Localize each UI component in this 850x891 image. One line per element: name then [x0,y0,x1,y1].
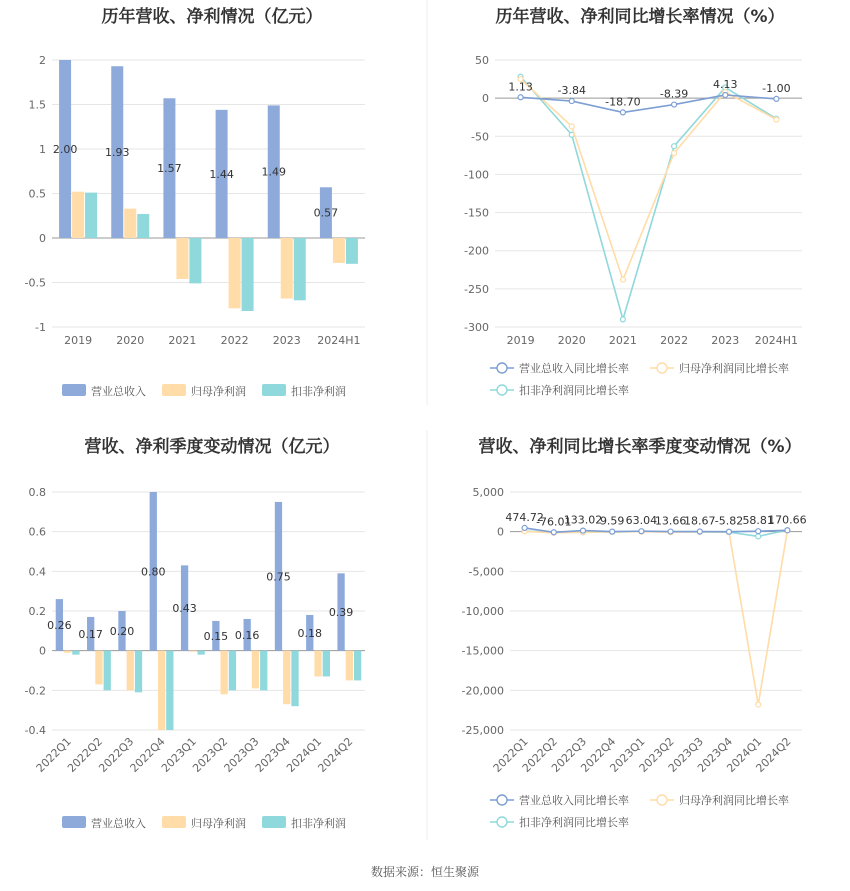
legend-swatch-marker [497,817,507,827]
bar-deducted-net-profit [346,238,358,264]
chart-title: 历年营收、净利同比增长率情况（%） [495,7,785,27]
data-label: -8.39 [659,87,689,101]
data-label: 2.00 [52,143,78,156]
y-tick-label: 5,000 [472,486,504,499]
bar-deducted-net-profit [137,214,149,238]
bar-deducted-net-profit [242,238,254,311]
legend-label: 营业总收入 [91,817,146,830]
data-label: 58.81 [742,514,774,528]
bar-parent-net-profit [281,238,293,299]
bar-deducted-net-profit [260,651,267,691]
line-point [620,317,625,322]
data-label: 0.57 [313,206,339,220]
data-label: -5.82 [714,514,744,528]
y-tick-label: 0.6 [28,525,46,539]
x-tick-label: 2024H1 [754,334,799,347]
x-tick-label: 2019 [506,334,535,347]
legend-label: 归母净利润同比增长率 [679,794,789,807]
line-point [569,99,574,104]
bar-parent-net-profit [229,238,241,308]
data-label: 18.67 [684,514,716,528]
line-point [672,102,677,107]
line-point [639,529,644,534]
data-label: 0.18 [297,626,323,640]
line-point [756,702,761,707]
y-tick-label: -50 [471,130,489,144]
legend-label: 扣非净利润同比增长率 [519,384,629,397]
bar-parent-net-profit [95,651,102,685]
y-tick-label: 0.8 [28,486,46,499]
line-point [756,529,761,534]
data-label: 63.04 [625,514,658,528]
x-tick-label: 2023Q2 [636,734,677,775]
legend-swatch-marker [497,363,507,373]
legend-label: 营业总收入同比增长率 [519,362,629,375]
line-point [756,534,761,539]
line-point [774,96,779,101]
line-point [723,92,728,97]
data-source: 数据来源：恒生聚源 [370,865,480,879]
bar-deducted-net-profit [354,651,361,681]
bar-parent-net-profit [252,651,259,689]
line-point [569,124,574,129]
data-label: -18.70 [605,95,641,109]
x-tick-label: 2023Q1 [158,734,199,775]
x-tick-label: 2024Q1 [724,734,765,775]
line-series-revenue-growth [521,95,777,112]
x-tick-label: 2022Q3 [549,734,590,775]
x-tick-label: 2022Q1 [33,734,74,775]
bar-deducted-net-profit [294,238,306,300]
legend-label: 营业总收入同比增长率 [519,794,629,807]
x-tick-label: 2023 [711,334,740,347]
data-label: 0.15 [203,629,229,643]
x-tick-label: 2023Q4 [252,734,293,775]
y-tick-label: 0.4 [28,565,46,579]
x-tick-label: 2023Q4 [695,734,736,775]
y-tick-label: 0 [497,525,504,539]
bar-deducted-net-profit [229,651,236,691]
legend-swatch-marker [497,795,507,805]
legend-label: 营业总收入 [91,385,146,398]
data-label: 0.39 [328,605,354,619]
line-point [620,277,625,282]
bar-deducted-net-profit [291,651,298,707]
line-series-deducted-profit-growth [521,77,777,320]
y-tick-label: 1 [39,143,46,156]
y-tick-label: -200 [464,244,489,258]
bar-parent-net-profit [283,651,290,705]
line-point [727,529,732,534]
y-tick-label: -10,000 [461,605,504,618]
y-tick-label: 0.2 [28,605,46,618]
line-point [620,110,625,115]
bar-parent-net-profit [333,238,345,263]
y-tick-label: -15,000 [461,644,504,658]
y-tick-label: -100 [464,168,489,182]
data-label: 13.66 [654,514,687,528]
y-tick-label: 2 [39,54,46,67]
data-label: 4.13 [713,77,738,91]
legend-swatch-marker [497,385,507,395]
y-tick-label: -250 [464,282,489,296]
x-tick-label: 2024Q2 [753,734,794,775]
data-label: 0.26 [47,618,72,632]
y-tick-label: -20,000 [461,684,504,698]
line-point [672,151,677,156]
legend-label: 归母净利润 [191,817,246,830]
bar-deducted-net-profit [189,238,201,283]
bar-parent-net-profit [124,209,136,238]
x-tick-label: 2023Q2 [190,734,231,775]
bar-parent-net-profit [314,651,321,677]
bar-parent-net-profit [189,651,196,652]
data-label: 1.13 [508,80,533,94]
data-label: 474.72 [505,510,544,524]
x-tick-label: 2022Q1 [490,734,531,775]
x-tick-label: 2023 [272,334,301,347]
y-tick-label: 0 [482,92,489,106]
data-label: 1.57 [157,162,182,176]
x-tick-label: 2020 [557,334,586,347]
line-series-revenue-growth [525,528,788,532]
bar-deducted-net-profit [72,651,79,655]
legend-swatch [162,384,186,396]
x-tick-label: 2022 [220,334,249,347]
x-tick-label: 2022Q2 [519,734,560,775]
bar-deducted-net-profit [166,651,173,730]
y-tick-label: -0.4 [24,724,46,737]
data-label: 0.20 [109,624,135,638]
line-point [610,529,615,534]
line-point [785,528,790,533]
bar-parent-net-profit [158,651,165,730]
line-point [774,117,779,122]
bar-parent-net-profit [127,651,134,691]
data-label: -1.00 [762,81,791,95]
y-tick-label: 0 [39,644,46,658]
y-tick-label: -0.5 [24,276,46,290]
x-tick-label: 2022Q4 [127,734,168,775]
data-label: 0.43 [172,602,197,616]
legend-swatch-marker [657,795,667,805]
y-tick-label: -1 [35,321,46,334]
y-tick-label: -0.2 [24,684,46,698]
y-tick-label: 0.5 [28,187,46,201]
x-tick-label: 2022Q3 [96,734,137,775]
bar-deducted-net-profit [323,651,330,677]
legend-label: 归母净利润 [191,385,246,398]
line-series-parent-profit-growth [525,530,788,704]
bar-deducted-net-profit [104,651,111,691]
data-label: 0.80 [141,565,166,579]
line-point [697,529,702,534]
x-tick-label: 2023Q3 [665,734,706,775]
data-label: -76.01 [536,515,572,529]
data-label: -3.84 [557,84,586,98]
data-label: 0.16 [234,628,260,642]
x-tick-label: 2024H1 [317,334,361,347]
bar-deducted-net-profit [135,651,142,693]
x-tick-label: 2022 [660,334,689,347]
legend-label: 扣非净利润 [291,385,346,398]
y-tick-label: -5,000 [468,565,504,579]
bar-deducted-net-profit [197,651,204,655]
line-point [522,525,527,530]
bar-deducted-net-profit [85,193,97,238]
y-tick-label: 1.5 [28,98,46,112]
legend-label: 扣非净利润同比增长率 [519,816,629,829]
legend-swatch [262,816,286,828]
y-tick-label: -300 [464,321,489,334]
x-tick-label: 2019 [64,334,93,347]
legend-label: 归母净利润同比增长率 [679,362,789,375]
y-tick-label: 0 [39,232,46,245]
y-tick-label: -150 [464,206,489,220]
line-point [581,528,586,533]
chart-title: 历年营收、净利情况（亿元） [101,7,323,27]
x-tick-label: 2020 [116,334,145,347]
line-point [672,144,677,149]
data-label: 0.75 [266,570,291,584]
chart-title: 营收、净利同比增长率季度变动情况（%） [478,437,802,457]
bar-parent-net-profit [346,651,353,681]
legend-label: 扣非净利润 [291,817,346,830]
line-point [551,530,556,535]
bar-parent-net-profit [72,192,84,238]
legend-swatch-marker [657,363,667,373]
x-tick-label: 2024Q2 [315,734,356,775]
bar-parent-net-profit [64,651,71,653]
y-tick-label: -25,000 [461,724,504,737]
x-tick-label: 2024Q1 [284,734,325,775]
legend-swatch [162,816,186,828]
legend-swatch [62,816,86,828]
data-label: 1.44 [209,167,234,181]
x-tick-label: 2023Q1 [607,734,648,775]
data-label: 0.17 [78,627,103,641]
data-label: 170.66 [768,513,807,527]
line-point [668,529,673,534]
legend-swatch [62,384,86,396]
data-label: 1.93 [105,146,130,160]
x-tick-label: 2021 [168,334,197,347]
chart-title: 营收、净利季度变动情况（亿元） [84,437,340,457]
bar-parent-net-profit [176,238,188,279]
line-point [518,95,523,100]
bar-parent-net-profit [221,651,228,695]
x-tick-label: 2022Q2 [65,734,106,775]
legend-swatch [262,384,286,396]
data-label: 9.59 [599,514,625,528]
data-label: 1.49 [261,165,286,179]
x-tick-label: 2023Q3 [221,734,262,775]
x-tick-label: 2021 [608,334,637,347]
y-tick-label: 50 [475,54,489,67]
x-tick-label: 2022Q4 [578,734,619,775]
data-label: 133.02 [563,513,603,527]
